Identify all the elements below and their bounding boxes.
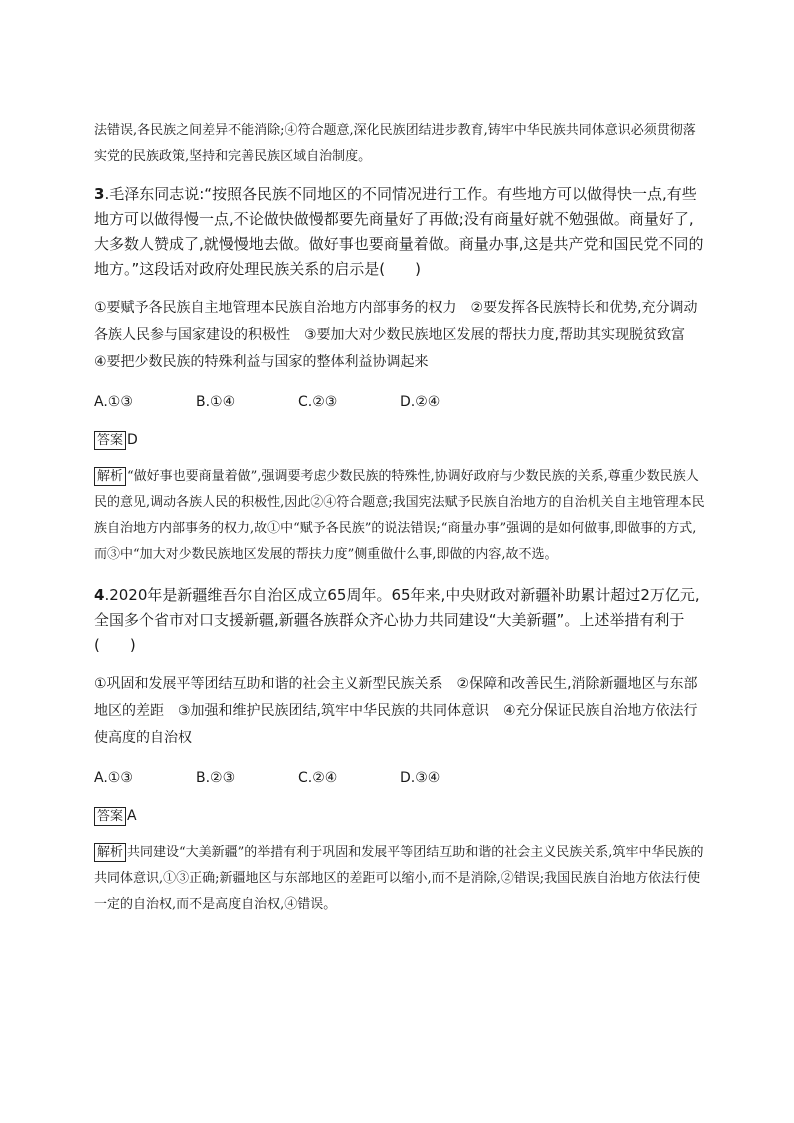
analysis-text: 共同建设“大美新疆”的举措有利于巩固和发展平等团结互助和谐的社会主义民族关系,筑牢中华民族的共同体意识,①③正确;新疆地区与东部地区的差距可以缩小,而不是消除,②错误;我国民族自治地方依法行使一定的自治权,而不是高度自治权,④错误。	[94, 845, 704, 912]
question-4-number: 4	[94, 586, 105, 604]
choice-b[interactable]: B.①④	[196, 394, 236, 410]
question-3-text: .毛泽东同志说:“按照各民族不同地区的不同情况进行工作。有些地方可以做得快一点,有些地方可以做得慢一点,不论做快做慢都要先商量好了再做;没有商量好就不勉强做。商量好了,大多数人赞成了,就慢慢地去做。做好事也要商量着做。商量办事,这是共产党和国民党不同的地方。”这段话对政府处理民族关系的启示是( )	[94, 185, 704, 278]
choice-a[interactable]: A.①③	[94, 394, 133, 410]
choice-d[interactable]: D.②④	[400, 394, 441, 410]
question-3-stem	[94, 182, 706, 282]
answer-value: A	[127, 808, 137, 824]
question-4	[94, 583, 706, 918]
question-4-stem	[94, 583, 706, 658]
question-3-answer	[94, 430, 706, 450]
analysis-text: “做好事也要商量着做”,强调要考虑少数民族的特殊性,协调好政府与少数民族的关系,尊重少数民族人民的意见,调动各族人民的积极性,因此②④符合题意;我国宪法赋予民族自治地方的自治机关自主地管理本民族自治地方内部事务的权力,故①中“赋予各民族”的说法错误;“商量办事”强调的是如何做事,即做事的方式,而③中“加大对少数民族地区发展的帮扶力度”侧重做什么事,即做的内容,故不选。	[94, 469, 705, 562]
document-page	[94, 118, 706, 918]
choice-b[interactable]: B.②③	[196, 770, 236, 786]
question-3-analysis	[94, 464, 706, 568]
question-4-statements: ①巩固和发展平等团结互助和谐的社会主义新型民族关系 ②保障和改善民生,消除新疆地区与东部地区的差距 ③加强和维护民族团结,筑牢中华民族的共同体意识 ④充分保证民族自治地方依法行使高度的自治权	[94, 676, 698, 746]
question-3-number: 3	[94, 185, 105, 203]
question-4-text: .2020年是新疆维吾尔自治区成立65周年。65年来,中央财政对新疆补助累计超过2万亿元,全国多个省市对口支援新疆,新疆各族群众齐心协力共同建设“大美新疆”。上述举措有利于( )	[94, 586, 700, 654]
previous-explanation-tail: 法错误,各民族之间差异不能消除;④符合题意,深化民族团结进步教育,铸牢中华民族共同体意识必须贯彻落实党的民族政策,坚持和完善民族区域自治制度。	[94, 123, 696, 164]
question-3	[94, 182, 706, 568]
choice-a[interactable]: A.①③	[94, 770, 133, 786]
question-4-answer	[94, 806, 706, 826]
answer-value: D	[127, 432, 138, 448]
answer-tag: 答案	[94, 431, 126, 450]
analysis-tag: 解析	[94, 843, 126, 862]
choice-d[interactable]: D.③④	[400, 770, 441, 786]
answer-tag: 答案	[94, 807, 126, 826]
question-4-choices	[94, 768, 706, 788]
question-4-analysis	[94, 840, 706, 918]
choice-c[interactable]: C.②④	[298, 770, 338, 786]
analysis-tag: 解析	[94, 467, 126, 486]
question-3-statements: ①要赋予各民族自主地管理本民族自治地方内部事务的权力 ②要发挥各民族特长和优势,充分调动各族人民参与国家建设的积极性 ③要加大对少数民族地区发展的帮扶力度,帮助其实现脱贫致富 ④要把少数民族的特殊利益与国家的整体利益协调起来	[94, 300, 699, 370]
question-3-choices	[94, 392, 706, 412]
choice-c[interactable]: C.②③	[298, 394, 338, 410]
